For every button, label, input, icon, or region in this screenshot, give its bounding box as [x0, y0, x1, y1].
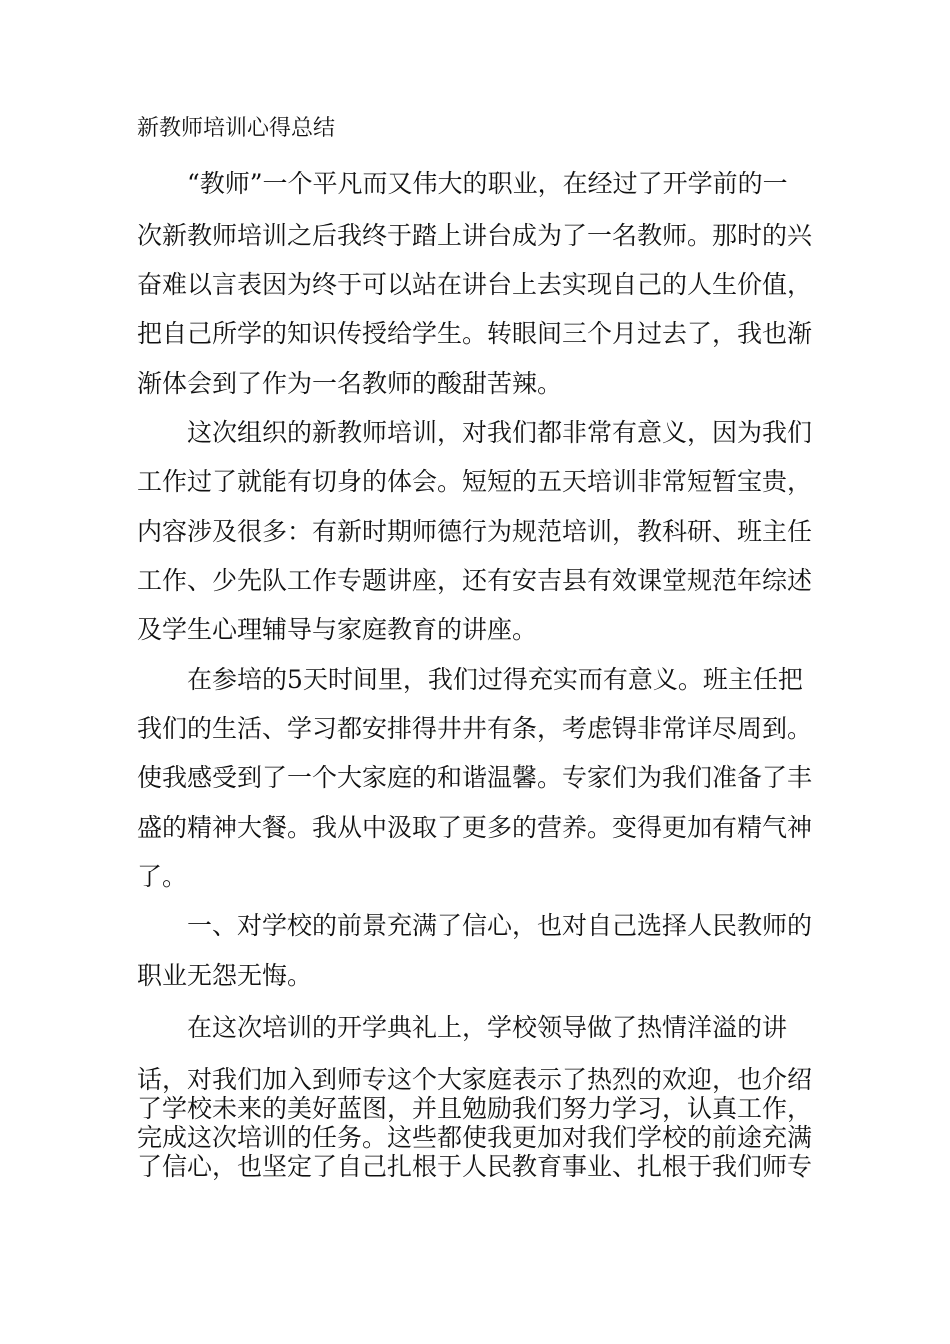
paragraph-1-line-2: 次新教师培训之后我终于踏上讲台成为了一名教师。那时的兴	[137, 221, 813, 250]
section-heading-line-1: 一、对学校的前景充满了信心，也对自己选择人民教师的	[187, 911, 813, 940]
paragraph-3-line-3: 使我感受到了一个大家庭的和谐温馨。专家们为我们准备了丰	[137, 763, 813, 792]
paragraph-1-line-3: 奋难以言表因为终于可以站在讲台上去实现自己的人生价值，	[137, 270, 813, 299]
paragraph-4-line-2: 话，对我们加入到师专这个大家庭表示了热烈的欢迎，也介绍	[137, 1065, 813, 1094]
paragraph-4-line-5: 了信心，也坚定了自己扎根于人民教育事业、扎根于我们师专	[137, 1152, 813, 1181]
document-title: 新教师培训心得总结	[137, 116, 336, 141]
paragraph-2-line-3: 内容涉及很多：有新时期师德行为规范培训，教科研、班主任	[137, 517, 813, 546]
paragraph-2-line-2: 工作过了就能有切身的体会。短短的五天培训非常短暂宝贵，	[137, 467, 813, 496]
paragraph-1-line-1: “教师”一个平凡而又伟大的职业，在经过了开学前的一	[187, 169, 788, 198]
paragraph-2-line-1: 这次组织的新教师培训，对我们都非常有意义，因为我们	[187, 418, 813, 447]
paragraph-1-line-4: 把自己所学的知识传授给学生。转眼间三个月过去了，我也渐	[137, 319, 813, 348]
paragraph-4-line-1: 在这次培训的开学典礼上，学校领导做了热情洋溢的讲	[187, 1013, 788, 1042]
paragraph-3-line-2: 我们的生活、学习都安排得井井有条，考虑锝非常详尽周到。	[137, 714, 813, 743]
paragraph-3-line-4: 盛的精神大餐。我从中汲取了更多的营养。变得更加有精气神	[137, 813, 813, 842]
paragraph-4-line-4: 完成这次培训的任务。这些都使我更加对我们学校的前途充满	[137, 1123, 813, 1152]
paragraph-3-line-5: 了。	[137, 862, 188, 891]
paragraph-3-line-1: 在参培的5天时间里，我们过得充实而有意义。班主任把	[187, 665, 803, 694]
paragraph-1-line-5: 渐体会到了作为一名教师的酸甜苦辣。	[137, 369, 563, 398]
paragraph-4-line-3: 了学校未来的美好蓝图，并且勉励我们努力学习，认真工作，	[137, 1094, 813, 1123]
paragraph-2-line-4: 工作、少先队工作专题讲座，还有安吉县有效课堂规范年综述	[137, 566, 813, 595]
section-heading-line-2: 职业无怨无悔。	[137, 961, 313, 990]
paragraph-2-line-5: 及学生心理辅导与家庭教育的讲座。	[137, 615, 538, 644]
